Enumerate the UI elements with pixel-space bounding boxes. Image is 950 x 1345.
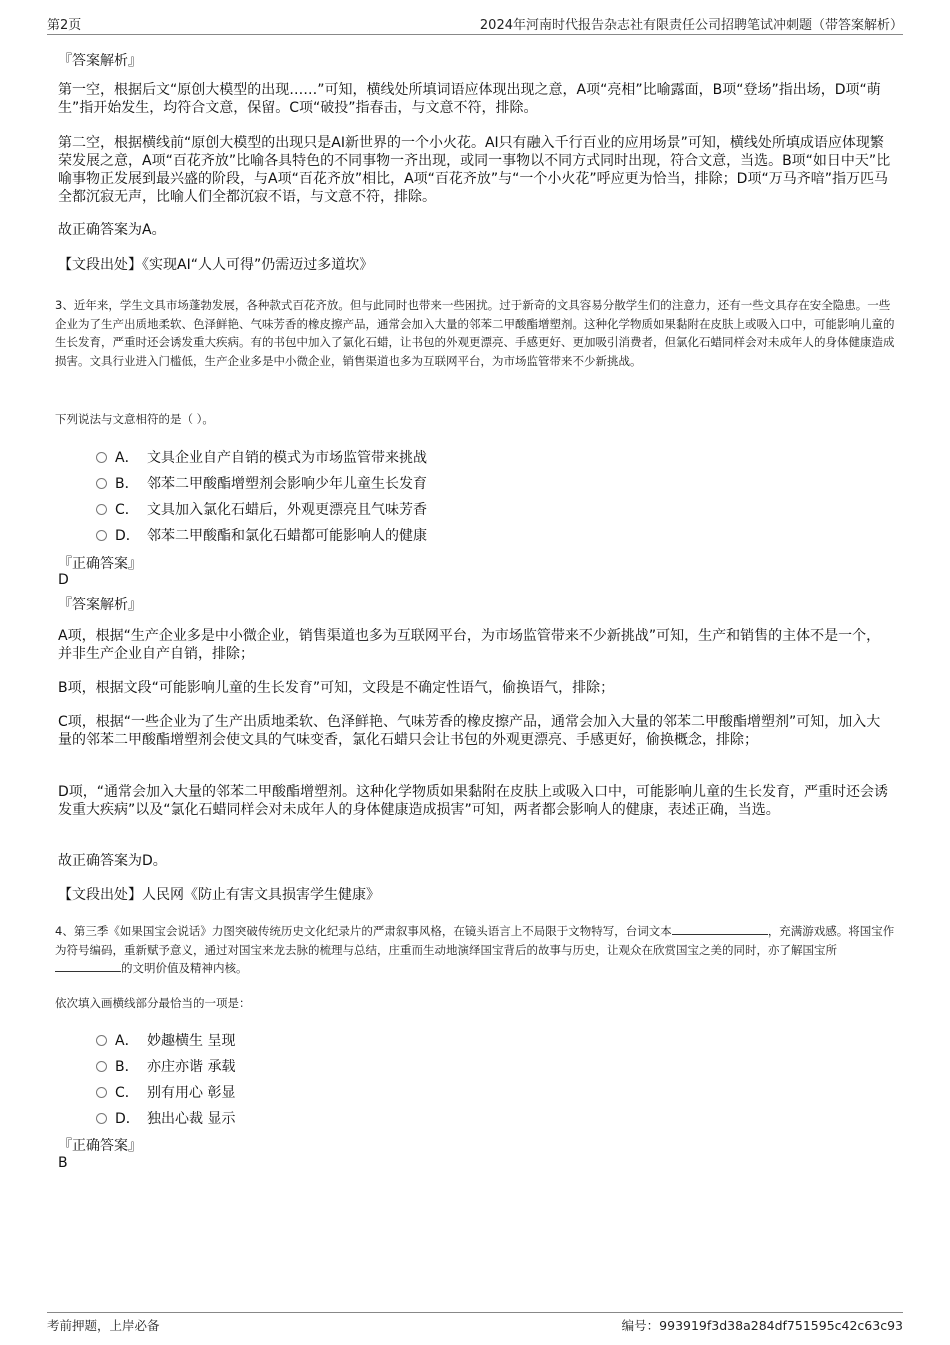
document-id: 编号：993919f3d38a284df751595c42c63c93 [621, 1318, 903, 1333]
q3-option-b[interactable] [96, 473, 427, 493]
page-number: 第2页 [47, 18, 82, 33]
q3-option-c[interactable] [96, 499, 427, 519]
option-letter: D． [115, 528, 140, 544]
option-text: 邻苯二甲酸酯和氯化石蜡都可能影响人的健康 [147, 528, 427, 544]
radio-button[interactable] [96, 1061, 107, 1072]
passage-part: 的文明价值及精神内核。 [121, 961, 248, 975]
q4-prompt [55, 994, 900, 1013]
q3-source [58, 886, 892, 904]
q3-analysis-d [58, 783, 892, 819]
q4-option-d[interactable] [96, 1108, 235, 1128]
radio-button[interactable] [96, 1087, 107, 1098]
q3-option-d[interactable] [96, 525, 427, 545]
q3-analysis-b [58, 679, 892, 697]
page-footer [47, 1312, 903, 1336]
q4-option-a[interactable] [96, 1030, 235, 1050]
option-letter: A． [115, 1033, 139, 1049]
option-text: 亦庄亦谐 承载 [147, 1059, 236, 1075]
fill-blank [55, 959, 121, 972]
passage-part: ，充满游戏感。将国宝作为符号编码，重新赋予意义，通过对国宝来龙去脉的梳理与总结，庄重而生动地演绎国宝背后的故事与历史，让观众在欣赏国宝之美的同时，亦了解国宝所 [55, 924, 895, 957]
option-text: 文具企业自产自销的模式为市场监管带来挑战 [147, 450, 427, 466]
q2-analysis-para1 [58, 81, 892, 117]
option-text: 文具加入氯化石蜡后，外观更漂亮且气味芳香 [147, 502, 427, 518]
footer-slogan: 考前押题，上岸必备 [47, 1318, 160, 1333]
option-letter: D． [115, 1111, 140, 1127]
option-text: 独出心裁 显示 [147, 1111, 236, 1127]
correct-answer-label: 『正确答案』 [58, 1138, 142, 1154]
option-letter: C． [115, 1085, 139, 1101]
q4-option-c[interactable] [96, 1082, 235, 1102]
q3-option-a[interactable] [96, 447, 427, 467]
option-letter: B． [115, 1059, 139, 1075]
q2-source [58, 256, 892, 274]
option-text: 邻苯二甲酸酯增塑剂会影响少年儿童生长发育 [147, 476, 427, 492]
radio-button[interactable] [96, 478, 107, 489]
radio-button[interactable] [96, 1113, 107, 1124]
radio-button[interactable] [96, 1035, 107, 1046]
q3-analysis-c [58, 713, 892, 749]
source-text: 【文段出处】人民网《防止有害文具损害学生健康》 [58, 887, 380, 903]
page-header [47, 14, 903, 35]
analysis-label: 『答案解析』 [58, 53, 142, 69]
option-text: 妙趣横生 呈现 [147, 1033, 236, 1049]
option-letter: B． [115, 476, 139, 492]
conclusion-text: 故正确答案为A。 [58, 222, 166, 238]
q4-passage [55, 922, 900, 978]
radio-button[interactable] [96, 504, 107, 515]
q4-option-b[interactable] [96, 1056, 235, 1076]
q2-analysis-para2 [58, 134, 892, 206]
passage-text: 3、近年来，学生文具市场蓬勃发展，各种款式百花齐放。但与此同时也带来一些困扰。过于新奇的文具容易分散学生们的注意力，还有一些文具存在安全隐患。一些企业为了生产出质地柔软、色泽鲜艳、气味芳香的橡皮擦产品，通常会加入大量的邻苯二甲酸酯增塑剂。这种化学物质如果黏附在皮肤上或吸入口中，可能影响儿童的生长发育，严重时还会诱发重大疾病。有的书包中加入了氯化石蜡，让书包的外观更漂亮、手感更好、更加吸引消费者，但氯化石蜡同样会对未成年人的身体健康造成损害。文具行业进入门槛低，生产企业多是中小微企业，销售渠道也多为互联网平台，为市场监管带来不少新挑战。 [55, 298, 895, 368]
correct-answer-value: B [58, 1155, 68, 1171]
document-title: 2024年河南时代报告杂志社有限责任公司招聘笔试冲刺题（带答案解析） [479, 18, 903, 33]
option-letter: A． [115, 450, 139, 466]
q2-conclusion [58, 221, 892, 239]
paragraph: 第二空，根据横线前“原创大模型的出现只是AI新世界的一个小火花。AI只有融入千行百业的应用场景”可知，横线处所填成语应体现繁荣发展之意，A项“百花齐放”比喻各具特色的不同事物一齐出现，或同一事物以不同方式同时出现，符合文意，当选。B项“如日中天”比喻事物正发展到最兴盛的阶段，与A项“百花齐放”相比，A项“百花齐放”与“一个小火花”呼应更为恰当，排除；D项“万马齐喑”指万匹马全都沉寂无声，比喻人们全都沉寂不语，与文意不符，排除。 [58, 135, 891, 205]
fill-blank [672, 922, 768, 935]
radio-button[interactable] [96, 530, 107, 541]
conclusion-text: 故正确答案为D。 [58, 853, 167, 869]
radio-button[interactable] [96, 452, 107, 463]
option-letter: C． [115, 502, 139, 518]
correct-answer-value: D [58, 572, 69, 588]
prompt-text: 依次填入画横线部分最恰当的一项是： [55, 996, 251, 1010]
q3-conclusion [58, 852, 892, 870]
option-text: 别有用心 彰显 [147, 1085, 236, 1101]
paragraph: 第一空，根据后文“原创大模型的出现……”可知，横线处所填词语应体现出现之意，A项“亮相”比喻露面，B项“登场”指出场，D项“萌生”指开始发生，均符合文意，保留。C项“破投”指春击，与文意不符，排除。 [58, 82, 881, 116]
q3-analysis-a [58, 627, 892, 663]
analysis-label: 『答案解析』 [58, 597, 142, 613]
correct-answer-label: 『正确答案』 [58, 556, 142, 572]
passage-part: 4、第三季《如果国宝会说话》力图突破传统历史文化纪录片的严肃叙事风格，在镜头语言上不局限于文物特写，台词文本 [55, 924, 672, 938]
paragraph: A项，根据“生产企业多是中小微企业，销售渠道也多为互联网平台，为市场监管带来不少新挑战”可知，生产和销售的主体不是一个，并非生产企业自产自销，排除； [58, 628, 881, 662]
q3-passage [55, 296, 900, 370]
passage-text [55, 922, 900, 978]
paragraph: D项，“通常会加入大量的邻苯二甲酸酯增塑剂。这种化学物质如果黏附在皮肤上或吸入口中，可能影响儿童的生长发育，严重时还会诱发重大疾病”以及“氯化石蜡同样会对未成年人的身体健康造成损害”可知，两者都会影响人的健康，表述正确，当选。 [58, 784, 889, 818]
prompt-text: 下列说法与文意相符的是（ ）。 [55, 412, 214, 426]
paragraph: C项，根据“一些企业为了生产出质地柔软、色泽鲜艳、气味芳香的橡皮擦产品，通常会加入大量的邻苯二甲酸酯增塑剂”可知，加入大量的邻苯二甲酸酯增塑剂会使文具的气味变香，氯化石蜡只会让书包的外观更漂亮、手感更好，偷换概念，排除； [58, 714, 881, 748]
paragraph: B项，根据文段“可能影响儿童的生长发育”可知，文段是不确定性语气，偷换语气，排除； [58, 680, 615, 696]
source-text: 【文段出处】《实现AI“人人可得”仍需迈过多道坎》 [58, 257, 374, 273]
q3-prompt [55, 410, 900, 429]
